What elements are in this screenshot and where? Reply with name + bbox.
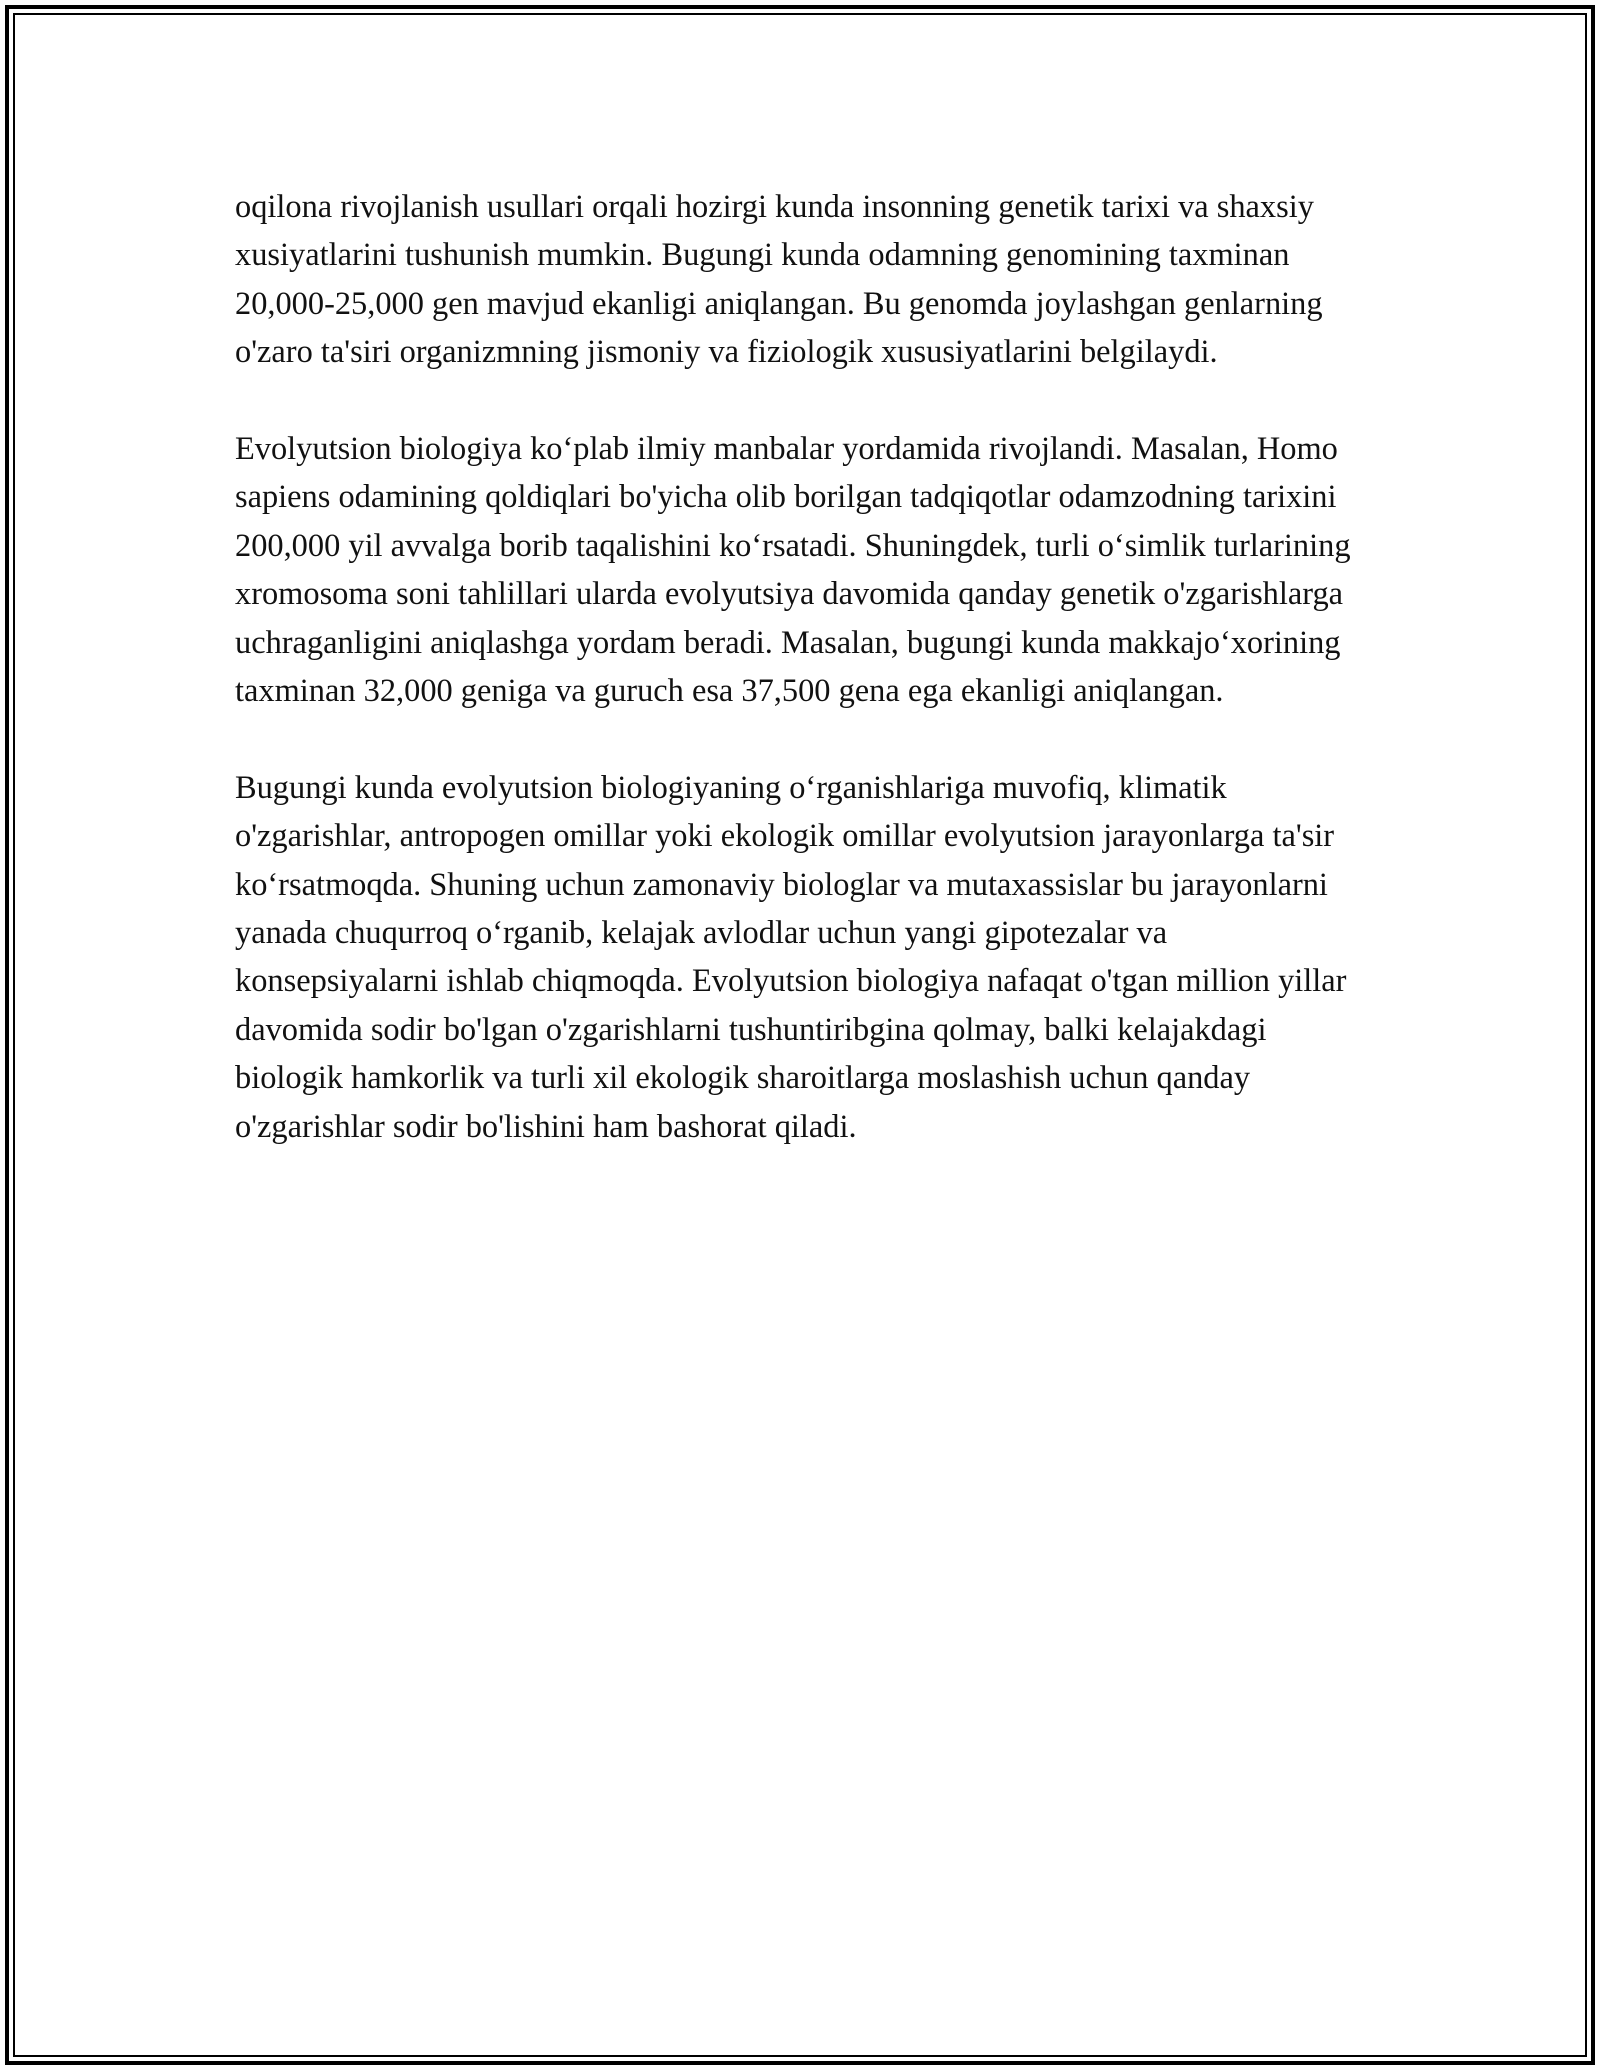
- paragraph-1: oqilona rivojlanish usullari orqali hozirgi kunda insonning genetik tarixi va shaxsiy xusiyatlarini tushunish mumkin. Bugungi kunda odamning genomining taxminan 20,000-25,000 gen mavjud ekanligi aniqlangan. Bu genomda joylashgan genlarning o'zaro ta'siri organizmning jismoniy va fiziologik xususiyatlarini belgilaydi.: [235, 189, 1323, 371]
- document-body: [235, 183, 1375, 1199]
- paragraph-2: Evolyutsion biologiya ko‘plab ilmiy manbalar yordamida rivojlandi. Masalan, Homo sapiens odamining qoldiqlari bo'yicha olib borilgan tadqiqotlar odamzodning tarixini 200,000 yil avvalga borib taqalishini ko‘rsatadi. Shuningdek, turli o‘simlik turlarining xromosoma soni tahlillari ularda evolyutsiya davomida qanday genetik o'zgarishlarga uchraganligini aniqlashga yordam beradi. Masalan, bugungi kunda makkajo‘xorining taxminan 32,000 geniga va guruch esa 37,500 gena ega ekanligi aniqlangan.: [235, 431, 1351, 710]
- paragraph-3: Bugungi kunda evolyutsion biologiyaning o‘rganishlariga muvofiq, klimatik o'zgarishlar, antropogen omillar yoki ekologik omillar evolyutsion jarayonlarga ta'sir ko‘rsatmoqda. Shuning uchun zamonaviy biologlar va mutaxassislar bu jarayonlarni yanada chuqurroq o‘rganib, kelajak avlodlar uchun yangi gipotezalar va konsepsiyalarni ishlab chiqmoqda. Evolyutsion biologiya nafaqat o'tgan million yillar davomida sodir bo'lgan o'zgarishlarni tushuntiribgina qolmay, balki kelajakdagi biologik hamkorlik va turli xil ekologik sharoitlarga moslashish uchun qanday o'zgarishlar sodir bo'lishini ham bashorat qiladi.: [235, 769, 1347, 1145]
